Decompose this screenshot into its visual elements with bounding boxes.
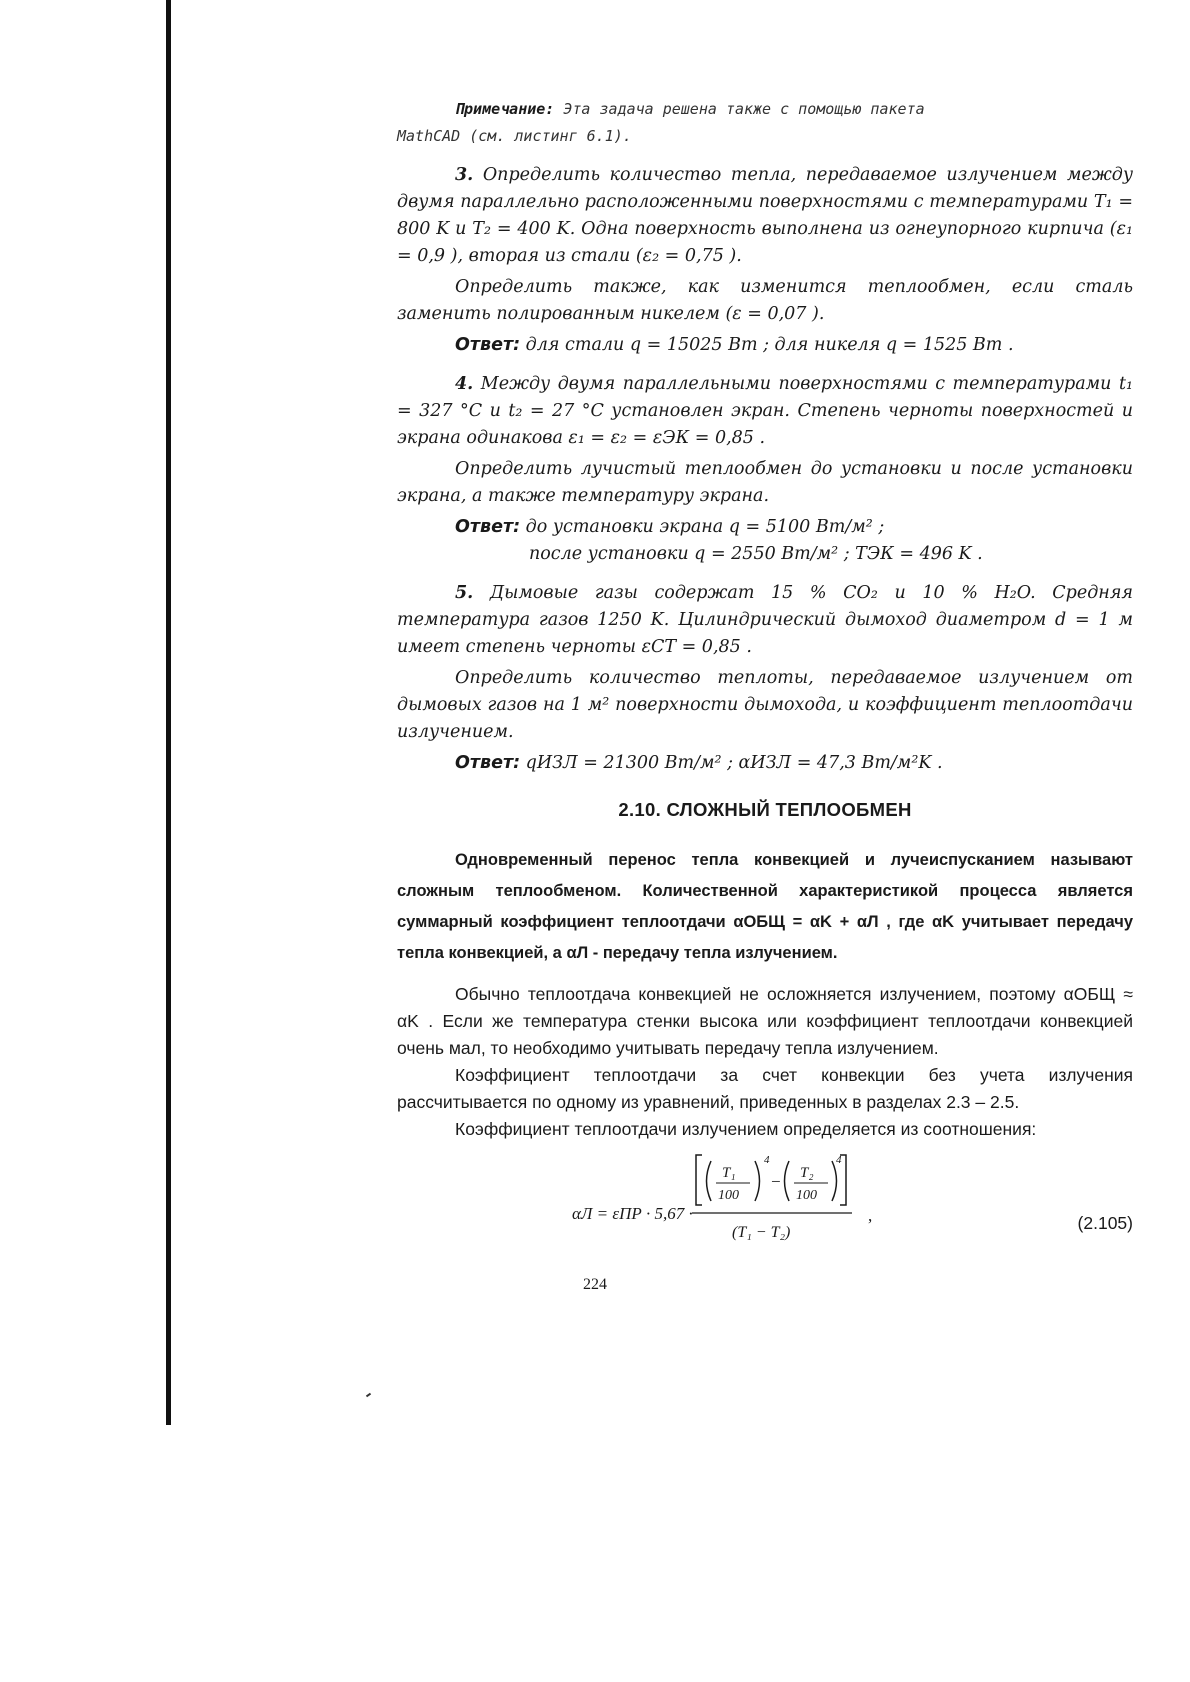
problem-3-text <box>397 162 1133 270</box>
page-content <box>397 96 1133 1257</box>
problem-5-number: 5. <box>455 583 474 603</box>
problem-4-body: Между двумя параллельными поверхностями с температурами t₁ = 327 °C и t₂ = 27 °C установлен экран. Степень черноты поверхностей и экрана одинакова ε₁ = ε₂ = εЭК = 0,85 . <box>397 374 1133 448</box>
note-paragraph <box>397 96 1133 150</box>
scan-speck <box>366 1393 371 1398</box>
paren-open-2 <box>785 1161 790 1201</box>
formula-hundred-1: 100 <box>718 1188 739 1203</box>
problem-3-text2: Определить также, как изменится теплообмен, если сталь заменить полированным никелем (ε = 0,07 ). <box>397 277 1133 324</box>
problem-4-answer-line1: до установки экрана q = 5100 Вт/м² ; <box>520 517 885 537</box>
body-paragraph-2: Коэффициент теплоотдачи за счет конвекции без учета излучения рассчитывается по одному из уравнений, приведенных в разделах 2.3 – 2.5. <box>397 1065 1133 1112</box>
formula-comma: , <box>868 1206 873 1225</box>
problem-3-answer <box>397 332 1133 359</box>
body-paragraph-3: Коэффициент теплоотдачи излучением определяется из соотношения: <box>455 1119 1037 1139</box>
body-paragraph-1: Обычно теплоотдача конвекцией не осложняется излучением, поэтому αОБЩ ≈ αK . Если же температура стенки высока или коэффициент теплоотдачи конвекцией очень мал, то необходимо учитывать передачу тепла излучением. <box>397 984 1133 1058</box>
formula-2-105 <box>397 1147 1133 1257</box>
formula-hundred-2: 100 <box>796 1188 817 1203</box>
formula-denominator: (T₁ − T₂) <box>732 1224 791 1241</box>
section-heading: 2.10. СЛОЖНЫЙ ТЕПЛООБМЕН <box>618 799 912 820</box>
definition-paragraph: Одновременный перенос тепла конвекцией и лучеиспусканием называют сложным теплообменом. Количественной характеристикой процесса является суммарный коэффициент теплоотдачи αОБЩ = αK + αЛ , где αK учитывает передачу тепла конвекцией, а αЛ - передачу тепла излучением. <box>397 851 1133 962</box>
paren-open-1 <box>707 1161 712 1201</box>
formula-exp-2: 4 <box>836 1154 842 1166</box>
problem-3-answer-text: для стали q = 15025 Вт ; для никеля q = 1525 Вт . <box>520 335 1014 355</box>
problem-3-number: 3. <box>455 165 474 185</box>
answer-label: Ответ: <box>455 753 521 773</box>
formula-exp-1: 4 <box>764 1154 770 1166</box>
problem-5-answer-text: qИЗЛ = 21300 Вт/м² ; αИЗЛ = 47,3 Вт/м²K . <box>520 753 943 773</box>
paren-close-2 <box>832 1161 837 1201</box>
equation-number: (2.105) <box>1077 1213 1133 1233</box>
formula-t2: T₂ <box>800 1165 814 1181</box>
problem-5-text <box>397 580 1133 661</box>
answer-label: Ответ: <box>455 335 521 355</box>
problem-5-text2: Определить количество теплоты, передаваемое излучением от дымовых газов на 1 м² поверхности дымохода, и коэффициент теплоотдачи излучением. <box>397 668 1133 742</box>
problem-4-answer <box>397 514 1133 541</box>
problem-5-answer <box>397 750 1133 777</box>
formula-lhs: αЛ = εПР · 5,67 · <box>572 1204 693 1223</box>
answer-label: Ответ: <box>455 517 521 537</box>
problem-4-text <box>397 371 1133 452</box>
note-text-line1: Эта задача решена также с помощью пакета <box>554 100 925 118</box>
note-label: Примечание: <box>455 100 555 118</box>
paren-close-1 <box>755 1161 760 1201</box>
left-bracket <box>696 1155 702 1205</box>
formula-minus: − <box>771 1172 781 1191</box>
note-text-line2: MathCAD (см. листинг 6.1). <box>397 127 632 145</box>
problem-4-answer-line2: после установки q = 2550 Вт/м² ; TЭК = 496 K . <box>529 544 983 564</box>
radiation-coefficient-formula <box>572 1147 952 1257</box>
problem-4-number: 4. <box>455 374 474 394</box>
problem-3-body: Определить количество тепла, передаваемое излучением между двумя параллельно расположенными поверхностями с температурами T₁ = 800 K и T₂ = 400 K. Одна поверхность выполнена из огнеупорного кирпича (ε₁ = 0,9 ), вторая из стали (ε₂ = 0,75 ). <box>397 165 1133 266</box>
problem-5-body: Дымовые газы содержат 15 % CO₂ и 10 % H₂O. Средняя температура газов 1250 K. Цилиндрический дымоход диаметром d = 1 м имеет степень черноты εСТ = 0,85 . <box>397 583 1133 657</box>
formula-t1: T₁ <box>722 1165 736 1181</box>
page-number: 224 <box>583 1276 607 1293</box>
problem-4-text2: Определить лучистый теплообмен до установки и после установки экрана, а также температуру экрана. <box>397 459 1133 506</box>
binding-edge <box>166 0 171 1425</box>
